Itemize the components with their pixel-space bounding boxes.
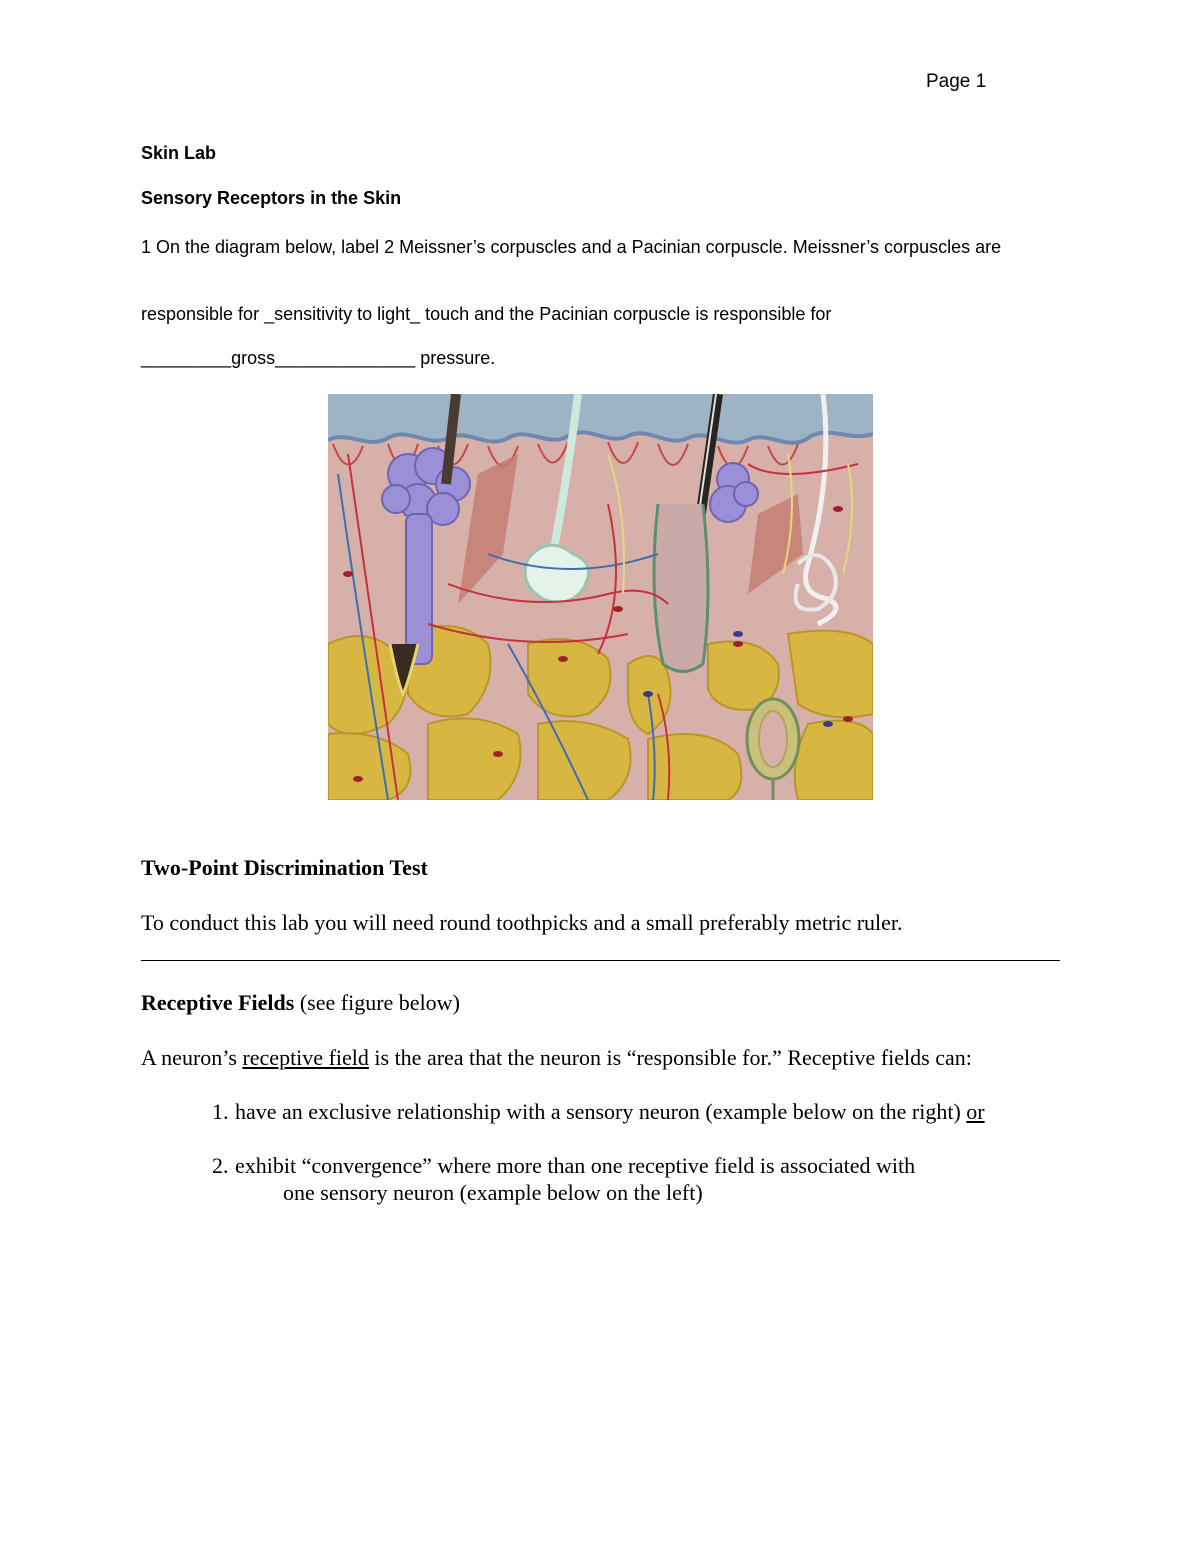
definition-term: receptive field: [242, 1045, 369, 1070]
definition-rest: is the area that the neuron is “responsible for.” Receptive fields can:: [368, 1045, 972, 1070]
definition-prefix: A neuron’s: [141, 1045, 243, 1070]
question-1-text: 1 On the diagram below, label 2 Meissner’s corpuscles and a Pacinian corpuscle. Meissner’s corpuscles are: [141, 237, 1002, 257]
receptive-fields-title: Receptive Fields: [141, 990, 295, 1015]
list-item-text: have an exclusive relationship with a sensory neuron (example below on the right): [235, 1099, 967, 1124]
skin-model-photo: [328, 394, 873, 800]
list-item-suffix: or: [966, 1099, 985, 1124]
receptive-fields-title-note: (see figure below): [294, 990, 460, 1015]
list-item: exhibit “convergence” where more than one receptive field is associated with: [235, 1153, 916, 1178]
section-heading-receptive-fields: [141, 990, 460, 1016]
question-1-line3: _________gross______________ pressure.: [141, 348, 496, 368]
horizontal-rule: [141, 960, 1060, 961]
list-item-continuation: one sensory neuron (example below on the left): [283, 1180, 703, 1205]
section-heading: Sensory Receptors in the Skin: [141, 188, 402, 208]
two-point-instructions: To conduct this lab you will need round toothpicks and a small preferably metric ruler.: [141, 910, 903, 935]
page-number: Page 1: [926, 71, 987, 92]
receptive-field-definition: [141, 1045, 972, 1071]
document-title: Skin Lab: [141, 143, 217, 163]
section-heading-two-point: Two-Point Discrimination Test: [141, 855, 428, 880]
list-item: [235, 1099, 985, 1125]
list-item-number: 2.: [212, 1153, 229, 1178]
list-item-number: 1.: [212, 1099, 229, 1124]
question-1-line2: responsible for _sensitivity to light_ touch and the Pacinian corpuscle is responsible for: [141, 304, 832, 324]
